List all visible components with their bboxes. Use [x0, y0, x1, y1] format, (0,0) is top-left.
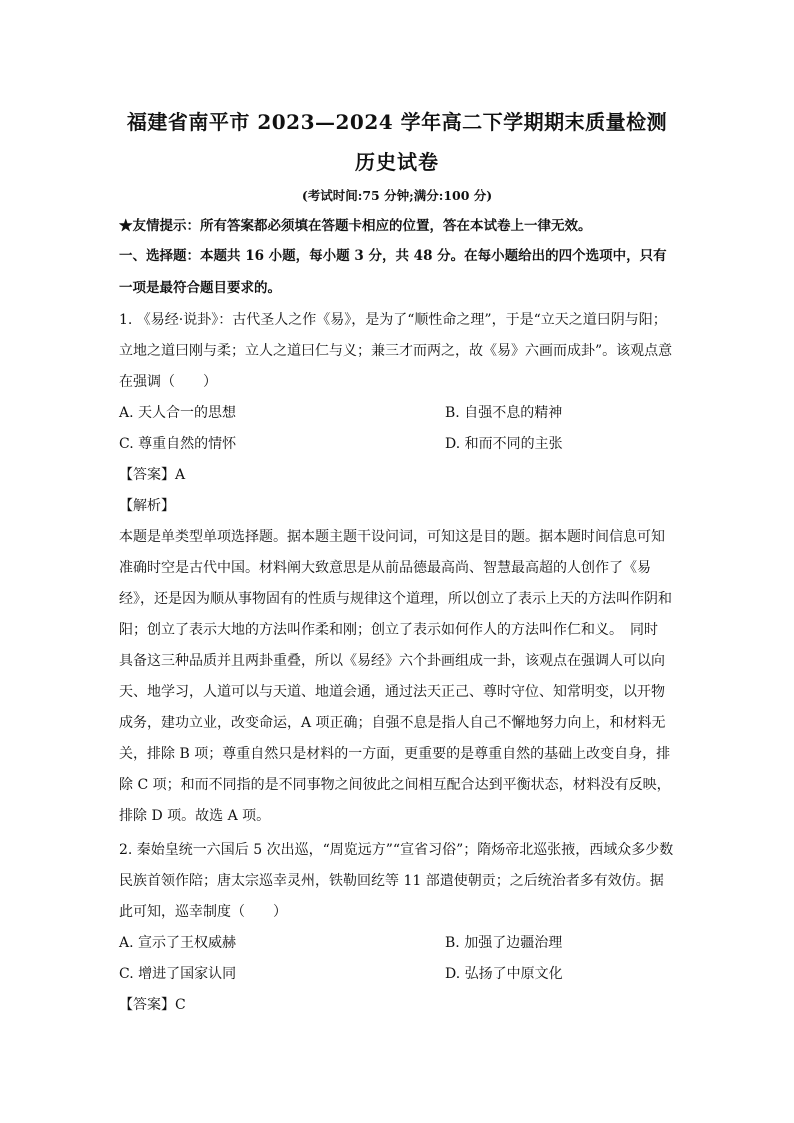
- q2-option-a: A. 宣示了王权威赫: [119, 935, 237, 951]
- q1-analysis-line: 除 C 项；和而不同指的是不同事物之间彼此之间相互配合达到平衡状态，材料没有反映，: [119, 777, 671, 793]
- notice-text: ★友情提示：所有答案都必须填在答题卡相应的位置，答在本试卷上一律无效。: [119, 218, 592, 234]
- q1-analysis-line: 成务，建功立业，改变命运，A 项正确；自强不息是指人自己不懈地努力向上，和材料无: [119, 715, 666, 731]
- q1-analysis-line: 准确时空是古代中国。材料阐大致意思是从前品德最高尚、智慧最高超的人创作了《易: [119, 560, 651, 576]
- q1-answer: 【答案】A: [119, 467, 186, 483]
- q1-analysis-line: 排除 D 项。故选 A 项。: [119, 808, 271, 824]
- q1-option-a: A. 天人合一的思想: [119, 405, 237, 421]
- q1-stem-line: 立地之道曰刚与柔；立人之道曰仁与义；兼三才而两之，故《易》六画而成卦”。该观点意: [119, 343, 673, 359]
- q2-option-c: C. 增进了国家认同: [119, 966, 237, 982]
- q1-analysis-line: 具备这三种品质并且两卦重叠，所以《易经》六个卦画组成一卦，该观点在强调人可以向: [119, 653, 665, 669]
- q2-option-b: B. 加强了边疆治理: [445, 935, 563, 951]
- section-heading-line2: 一项是最符合题目要求的。: [119, 280, 281, 296]
- q1-analysis-line: 关，排除 B 项；尊重自然只是材料的一方面，更重要的是尊重自然的基础上改变自身，排: [119, 746, 671, 762]
- q2-stem-line: 此可知，巡幸制度（ ）: [119, 904, 287, 920]
- exam-info: (考试时间:75 分钟;满分:100 分): [301, 188, 493, 203]
- q1-analysis-label: 【解析】: [119, 498, 175, 514]
- q2-stem-line: 2. 秦始皇统一六国后 5 次出巡，“周览远方”“宣省习俗”；隋炀帝北巡张掖，西域众多少数: [119, 842, 674, 858]
- q1-analysis-line: 天、地学习，人道可以与天道、地道会通，通过法天正己、尊时守位、知常明变，以开物: [119, 684, 665, 700]
- q2-stem-line: 民族首领作陪；唐太宗巡幸灵州，铁勒回纥等 11 部遣使朝贡；之后统治者多有效仿。据: [119, 873, 664, 889]
- q1-option-c: C. 尊重自然的情怀: [119, 436, 237, 452]
- q1-option-b: B. 自强不息的精神: [445, 405, 563, 421]
- q1-analysis-line: 本题是单类型单项选择题。据本题主题干设问词，可知这是目的题。据本题时间信息可知: [119, 529, 665, 545]
- q2-option-d: D. 弘扬了中原文化: [445, 966, 563, 982]
- section-heading-line1: 一、选择题：本题共 16 小题，每小题 3 分，共 48 分。在每小题给出的四个选项中，只有: [119, 248, 667, 264]
- q1-analysis-line: 阳；创立了表示大地的方法叫作柔和刚；创立了表示如何作人的方法叫作仁和义。 同时: [119, 622, 658, 638]
- q2-answer: 【答案】C: [119, 997, 186, 1013]
- exam-title: 福建省南平市 2023—2024 学年高二下学期期末质量检测: [126, 110, 668, 134]
- q1-option-d: D. 和而不同的主张: [445, 436, 563, 452]
- q1-stem-line: 1. 《易经·说卦》：古代圣人之作《易》，是为了“顺性命之理”，于是“立天之道曰阴与阳；: [119, 312, 667, 328]
- q1-analysis-line: 经》，还是因为顺从事物固有的性质与规律这个道理，所以创立了表示上天的方法叫作阴和: [119, 591, 672, 607]
- subject-title: 历史试卷: [355, 150, 439, 174]
- q1-stem-line: 在强调（ ）: [119, 374, 217, 390]
